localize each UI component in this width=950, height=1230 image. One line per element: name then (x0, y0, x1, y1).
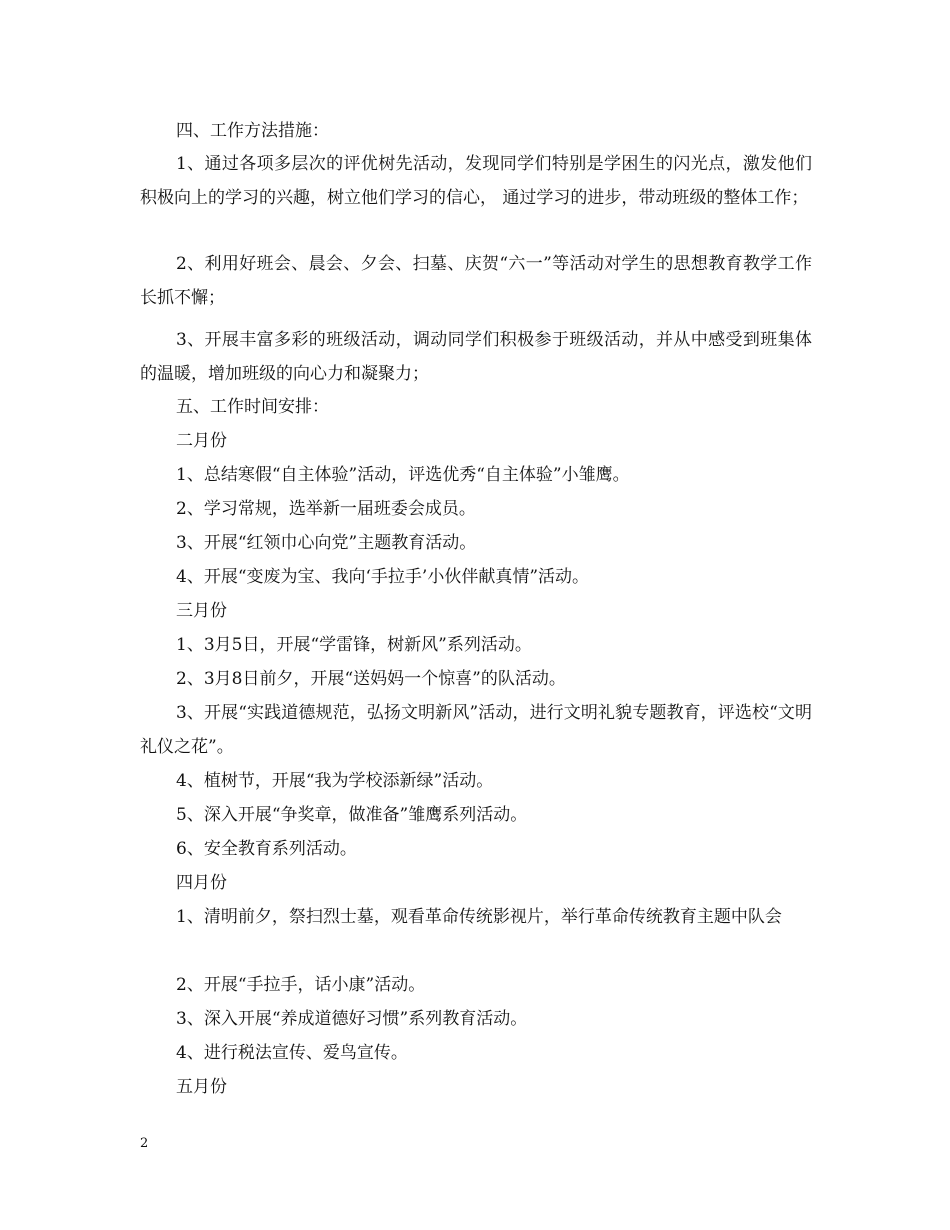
list-item: 2、3月8日前夕，开展“送妈妈一个惊喜”的队活动。 (176, 669, 566, 689)
month-heading: 三月份 (176, 601, 227, 621)
month-heading: 五月份 (176, 1077, 227, 1097)
list-item: 3、深入开展“养成道德好习惯”系列教育活动。 (176, 1009, 528, 1029)
list-item: 6、安全教育系列活动。 (176, 839, 357, 859)
list-item: 3、开展“实践道德规范，弘扬文明新风”活动，进行文明礼貌专题教育，评选校“文明礼仪之花”。 (140, 703, 812, 757)
list-item: 4、植树节，开展“我为学校添新绿”活动。 (176, 771, 494, 791)
list-item: 2、开展“手拉手，话小康”活动。 (176, 975, 426, 995)
list-item: 3、开展“红领巾心向党”主题教育活动。 (176, 533, 477, 553)
section-heading: 四、工作方法措施： (176, 121, 329, 141)
list-item: 4、进行税法宣传、爱鸟宣传。 (176, 1043, 408, 1063)
list-item: 1、总结寒假“自主体验”活动，评选优秀“自主体验”小雏鹰。 (176, 465, 630, 485)
paragraph: 3、开展丰富多彩的班级活动，调动同学们积极参于班级活动，并从中感受到班集体的温暖，增加班级的向心力和凝聚力； (140, 330, 812, 384)
paragraph: 2、利用好班会、晨会、夕会、扫墓、庆贺“六一”等活动对学生的思想教育教学工作长抓不懈； (140, 254, 812, 308)
month-heading: 二月份 (176, 431, 227, 451)
page-number: 2 (140, 1136, 149, 1151)
section-heading: 五、工作时间安排： (176, 397, 329, 417)
list-item: 5、深入开展“争奖章，做准备”雏鹰系列活动。 (176, 805, 528, 825)
list-item: 4、开展“变废为宝、我向‘手拉手’小伙伴献真情”活动。 (176, 567, 590, 587)
month-heading: 四月份 (176, 873, 227, 893)
list-item: 1、3月5日，开展“学雷锋，树新风”系列活动。 (176, 635, 532, 655)
list-item: 2、学习常规，选举新一届班委会成员。 (176, 499, 476, 519)
list-item: 1、清明前夕，祭扫烈士墓，观看革命传统影视片，举行革命传统教育主题中队会 (176, 907, 782, 927)
paragraph: 1、通过各项多层次的评优树先活动，发现同学们特别是学困生的闪光点，激发他们积极向上的学习的兴趣，树立他们学习的信心， 通过学习的进步，带动班级的整体工作； (140, 154, 812, 208)
